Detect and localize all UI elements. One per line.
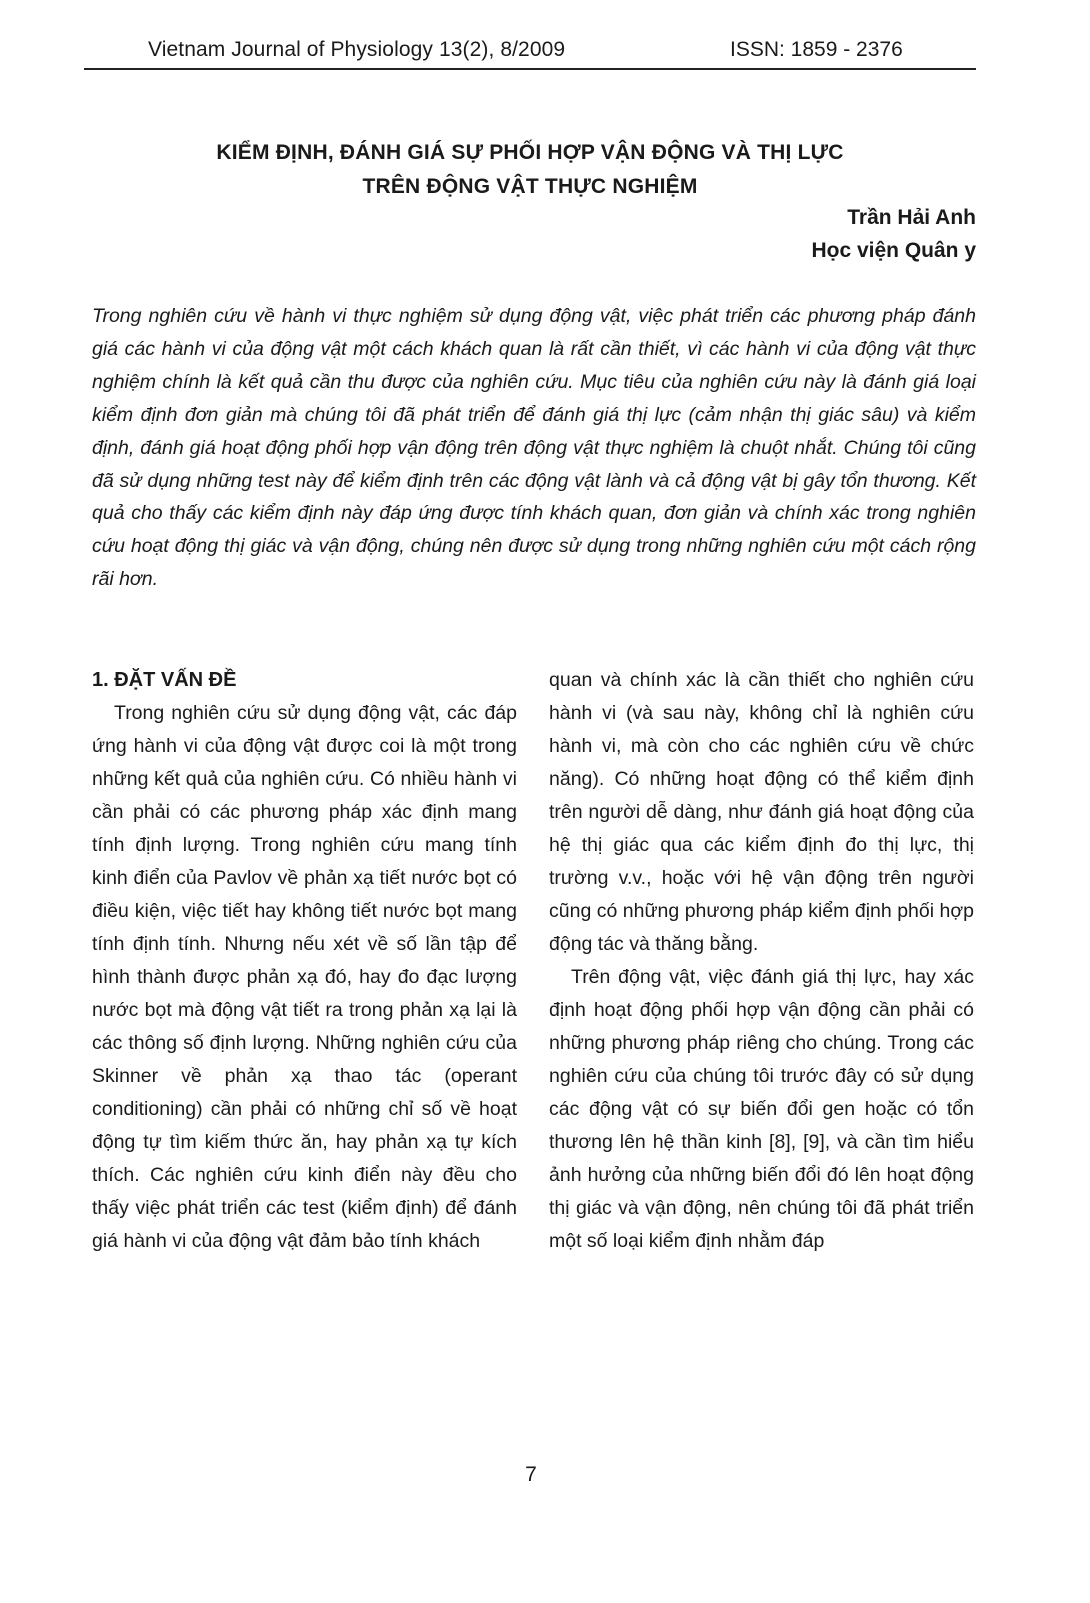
section-paragraph-1-part-1: Trong nghiên cứu sử dụng động vật, các đáp ứng hành vi của động vật được coi là một trong những kết quả của nghiên cứu. Có nhiều hành vi cần phải có các phương pháp xác định mang tính định lượng. Trong nghiên cứu mang tính kinh điển của Pavlov về phản xạ tiết nước bọt có điều kiện, việc tiết hay không tiết nước bọt mang tính định tính. Nhưng nếu xét về số lần tập để hình thành được phản xạ đó, hay đo đạc lượng nước bọt mà động vật tiết ra trong phản xạ lại là các thông số định lượng. Những nghiên cứu của Skinner về phản xạ thao tác (operant conditioning) cần phải có những chỉ số về hoạt động tự tìm kiếm thức ăn, hay phản xạ tự kích thích. Các nghiên cứu kinh điển này đều cho thấy việc phát triển các test (kiểm định) để đánh giá hành vi của động vật đảm bảo tính khách	[92, 702, 517, 1252]
issn: ISSN: 1859 - 2376	[730, 38, 903, 61]
author-affiliation: Học viện Quân y	[811, 239, 976, 262]
abstract: Trong nghiên cứu về hành vi thực nghiệm sử dụng động vật, việc phát triển các phương pháp đánh giá các hành vi của động vật một cách khách quan là rất cần thiết, vì các hành vi của động vật thực nghiệm chính là kết quả cần thu được của nghiên cứu. Mục tiêu của nghiên cứu này là đánh giá loại kiểm định đơn giản mà chúng tôi đã phát triển để đánh giá thị lực (cảm nhận thị giác sâu) và kiểm định, đánh giá hoạt động phối hợp vận động trên động vật thực nghiệm là chuột nhắt. Chúng tôi cũng đã sử dụng những test này để kiểm định trên các động vật lành và cả động vật bị gây tổn thương. Kết quả cho thấy các kiểm định này đáp ứng được tính khách quan, đơn giản và chính xác trong nghiên cứu hoạt động thị giác và vận động, chúng nên được sử dụng trong những nghiên cứu một cách rộng rãi hơn.	[92, 305, 976, 591]
section-paragraph-2: Trên động vật, việc đánh giá thị lực, hay xác định hoạt động phối hợp vận động cần phải có những phương pháp riêng cho chúng. Trong các nghiên cứu của chúng tôi trước đây có sử dụng các động vật có sự biến đổi gen hoặc có tổn thương lên hệ thần kinh [8], [9], và cần tìm hiểu ảnh hưởng của những biến đổi đó lên hoạt động thị giác và vận động, nên chúng tôi đã phát triển một số loại kiểm định nhằm đáp	[549, 966, 974, 1252]
paper-title-line-2: TRÊN ĐỘNG VẬT THỰC NGHIỆM	[362, 175, 698, 198]
section-paragraph-1-part-2: quan và chính xác là cần thiết cho nghiên cứu hành vi (và sau này, không chỉ là nghiên cứu hành vi, mà còn cho các nghiên cứu về chức năng). Có những hoạt động có thể kiểm định trên người dễ dàng, như đánh giá hoạt động của hệ thị giác qua các kiểm định đo thị lực, thị trường v.v., hoặc với hệ vận động trên người cũng có những phương pháp kiểm định phối hợp động tác và thăng bằng.	[549, 669, 974, 955]
body-column-right	[549, 664, 974, 1258]
running-header	[84, 36, 976, 70]
paper-title-line-1: KIỂM ĐỊNH, ĐÁNH GIÁ SỰ PHỐI HỢP VẬN ĐỘNG VÀ THỊ LỰC	[216, 141, 844, 164]
author-name: Trần Hải Anh	[847, 206, 976, 229]
section-heading: 1. ĐẶT VẤN ĐỀ	[92, 669, 237, 691]
journal-name: Vietnam Journal of Physiology 13(2), 8/2009	[148, 38, 566, 61]
page-number: 7	[525, 1463, 537, 1486]
body-column-left	[92, 664, 517, 1258]
